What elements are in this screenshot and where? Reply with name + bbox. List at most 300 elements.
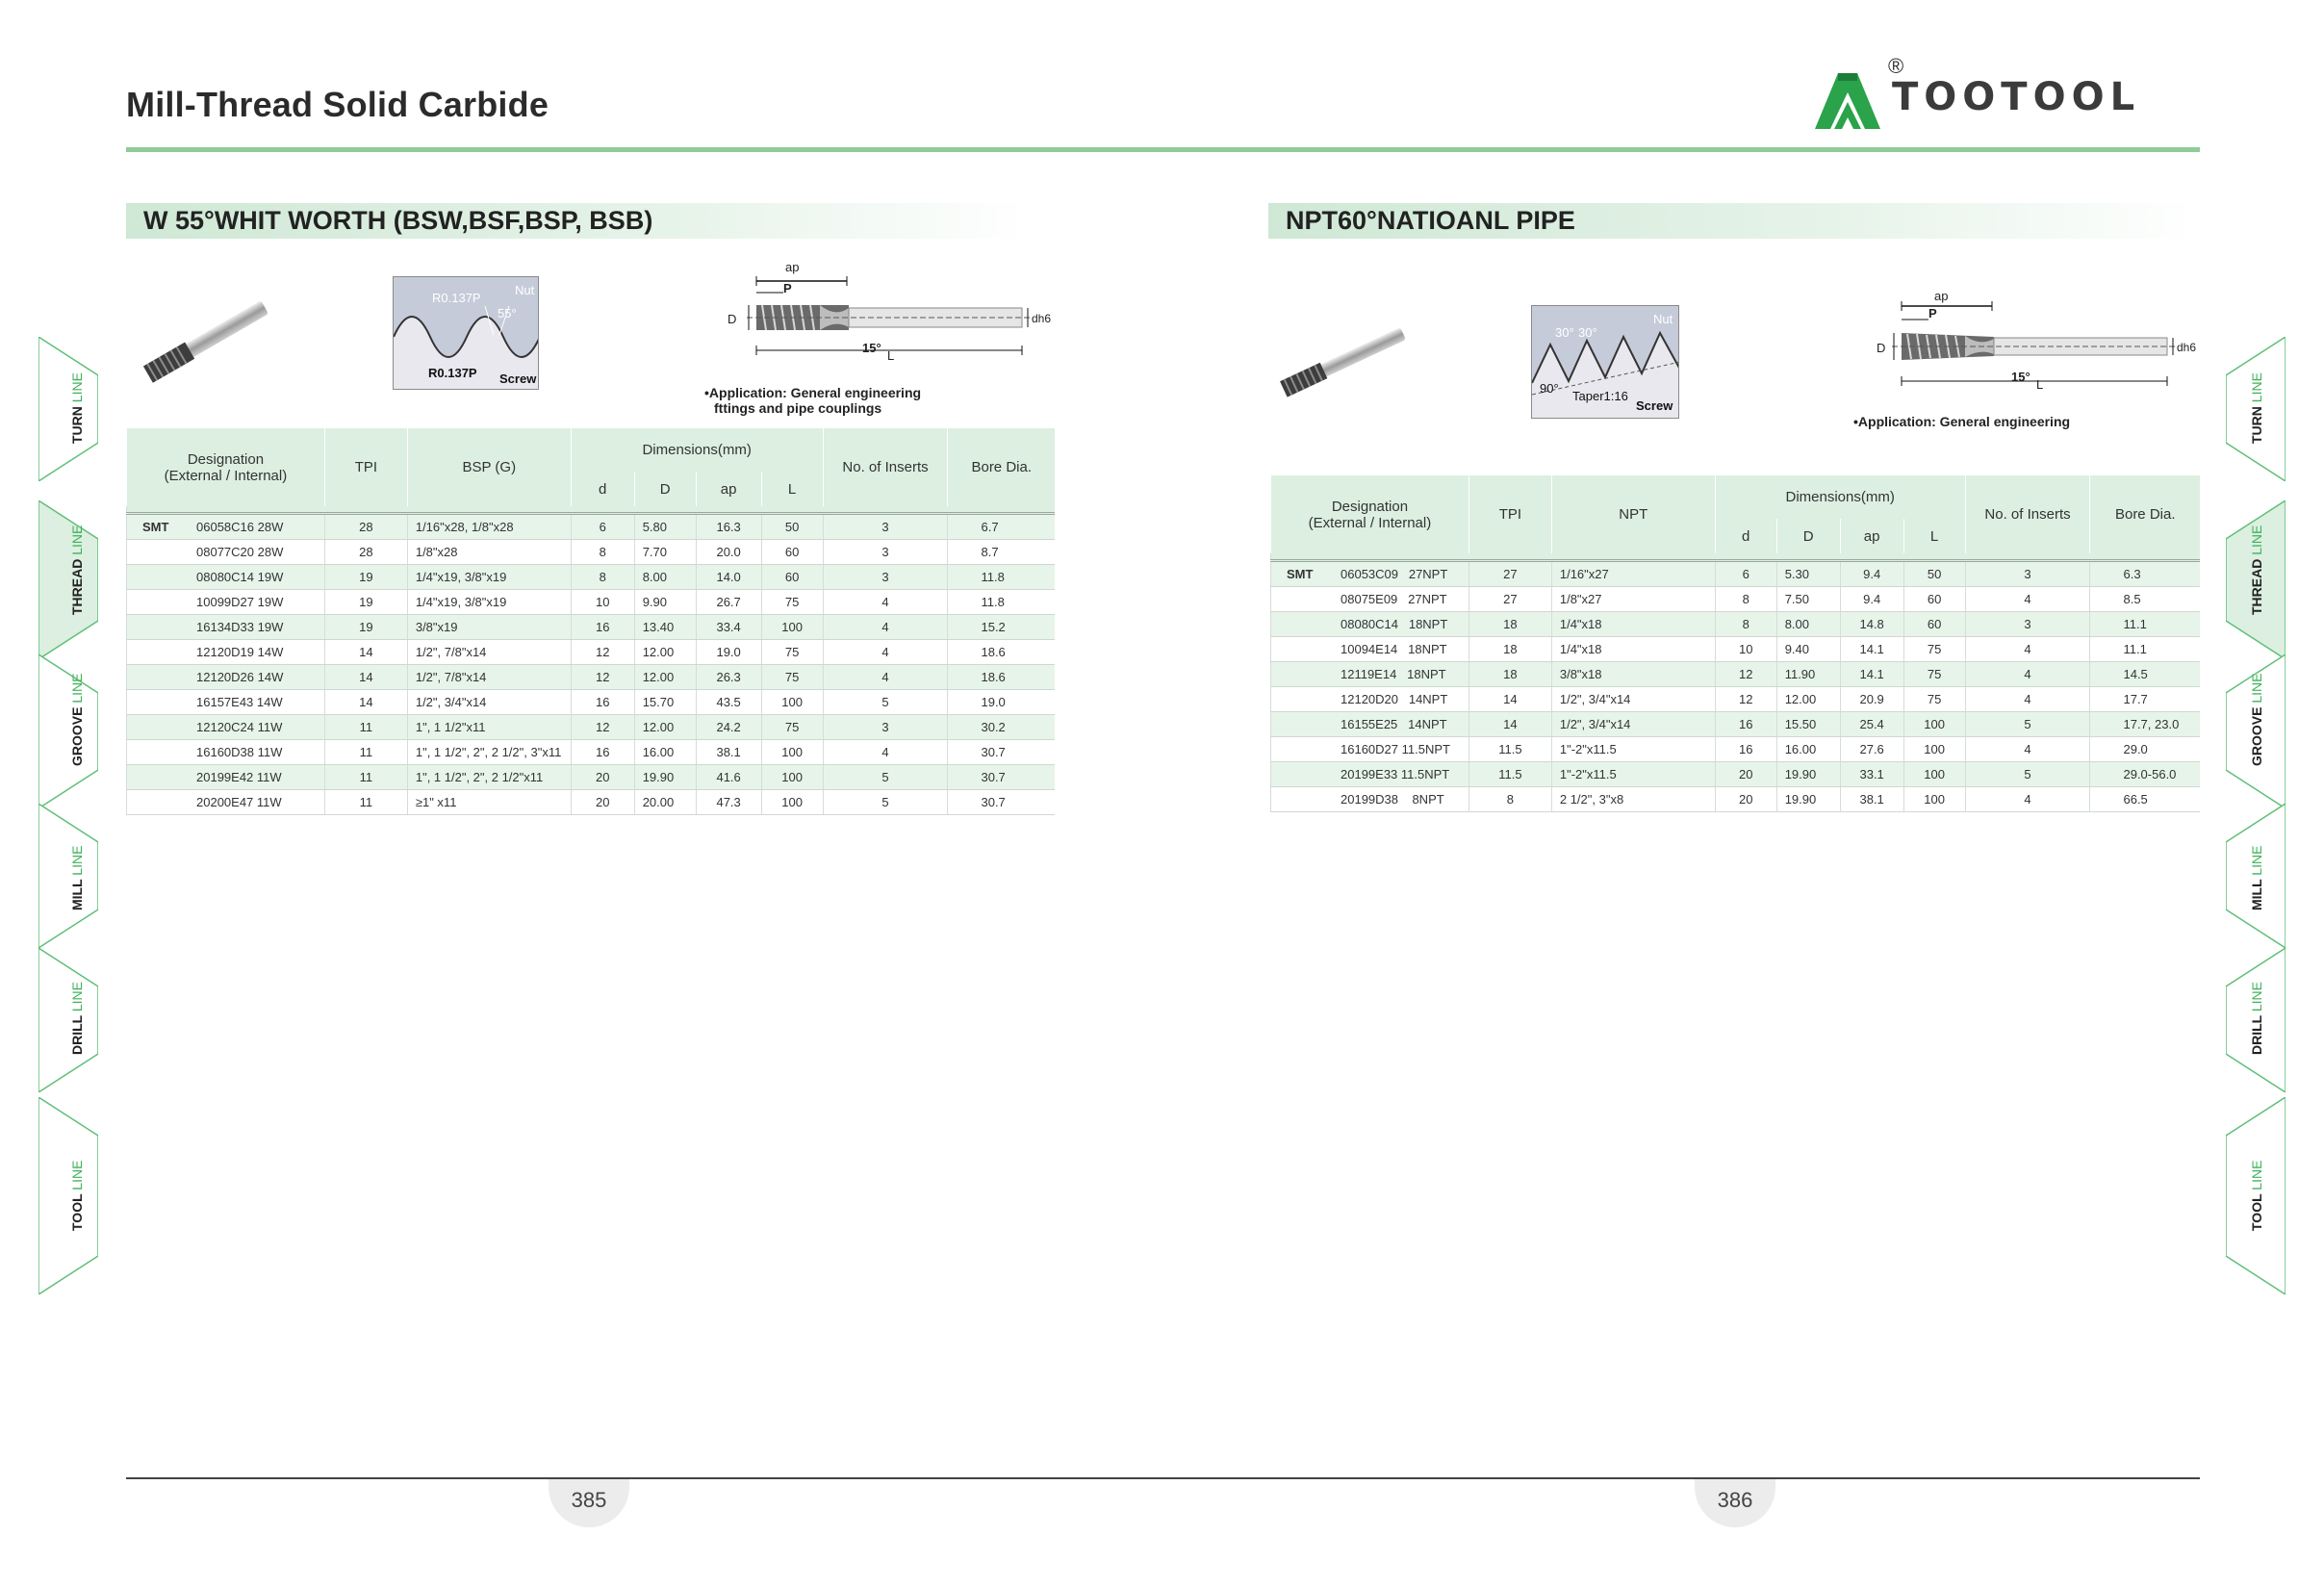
- designation-code: 12119E14 18NPT: [1341, 667, 1446, 681]
- cell-ap: 16.3: [696, 514, 761, 540]
- drawing-ap-label: ap: [1934, 289, 1949, 303]
- cell-ins: 4: [1965, 737, 2090, 762]
- page-number-right: 386: [1695, 1479, 1775, 1527]
- side-tab-label: [69, 674, 85, 766]
- side-tab-label-bold: DRILL: [69, 1015, 85, 1055]
- cell-l: 75: [761, 665, 823, 690]
- cell-bore: 30.2: [948, 715, 1055, 740]
- designation-code: 08080C14 19W: [196, 570, 284, 584]
- cell-designation: [1271, 787, 1469, 812]
- cell-designation: [1271, 637, 1469, 662]
- cell-std: 1/2", 3/4"x14: [1551, 712, 1715, 737]
- drawing-ap-label: ap: [785, 260, 800, 274]
- cell-d: 8: [1715, 587, 1776, 612]
- cell-bore: 8.5: [2090, 587, 2200, 612]
- cell-ap: 38.1: [696, 740, 761, 765]
- cell-d: 13.40: [634, 615, 696, 640]
- side-tab-label: [2249, 1160, 2264, 1230]
- designation-code: 16155E25 14NPT: [1341, 717, 1447, 731]
- cell-d: 16.00: [634, 740, 696, 765]
- col-standard: BSP (G): [407, 428, 571, 506]
- cell-tpi: 18: [1468, 637, 1551, 662]
- cell-ins: 4: [1965, 787, 2090, 812]
- cell-tpi: 11.5: [1468, 762, 1551, 787]
- side-tab-label: [69, 525, 85, 614]
- cell-std: 1/8"x28: [407, 540, 571, 565]
- col-inserts: No. of Inserts: [823, 428, 948, 506]
- cell-std: 1"-2"x11.5: [1551, 737, 1715, 762]
- col-L: L: [1903, 519, 1965, 553]
- cell-ap: 9.4: [1840, 587, 1903, 612]
- cell-l: 75: [761, 640, 823, 665]
- side-tab-groove[interactable]: [2226, 654, 2286, 808]
- side-tab-label: [69, 846, 85, 910]
- page-title: Mill-Thread Solid Carbide: [126, 85, 549, 124]
- cell-l: 100: [761, 740, 823, 765]
- drawing-D-label: D: [728, 312, 737, 326]
- cell-designation: [1271, 712, 1469, 737]
- designation-code: 06058C16 28W: [196, 520, 284, 534]
- designation-code: 16160D27 11.5NPT: [1341, 742, 1450, 756]
- cell-designation: [127, 690, 325, 715]
- cell-l: 60: [761, 540, 823, 565]
- designation-code: 16134D33 19W: [196, 620, 284, 634]
- side-tab-label-bold: TOOL: [69, 1193, 85, 1231]
- cell-designation: [127, 540, 325, 565]
- cell-d: 16: [1715, 737, 1776, 762]
- table-row: [1271, 762, 2201, 787]
- cell-std: 1/16"x28, 1/8"x28: [407, 514, 571, 540]
- cell-tpi: 11.5: [1468, 737, 1551, 762]
- cell-ap: 43.5: [696, 690, 761, 715]
- cell-l: 100: [1903, 737, 1965, 762]
- table-row: [1271, 712, 2201, 737]
- side-tab-label-light: LINE: [69, 673, 85, 704]
- cell-designation: [127, 590, 325, 615]
- designation-code: 16160D38 11W: [196, 745, 283, 759]
- cell-tpi: 19: [324, 565, 407, 590]
- cell-d: 9.40: [1776, 637, 1840, 662]
- cell-tpi: 19: [324, 590, 407, 615]
- cell-l: 60: [761, 565, 823, 590]
- cell-ins: 4: [823, 640, 948, 665]
- col-ap: ap: [696, 472, 761, 506]
- side-tab-label-light: LINE: [2249, 372, 2264, 403]
- side-tab-turn[interactable]: [2226, 337, 2286, 481]
- cell-d: 9.90: [634, 590, 696, 615]
- drawing-dh6-label: dh6: [2177, 341, 2197, 354]
- col-D: D: [634, 472, 696, 506]
- side-tab-groove[interactable]: [38, 654, 98, 808]
- side-tab-label: [2249, 846, 2264, 910]
- designation-code: 20199D38 8NPT: [1341, 792, 1444, 807]
- side-tab-label: [69, 372, 85, 444]
- designation-code: 12120D26 14W: [196, 670, 284, 684]
- cell-std: 1/4"x18: [1551, 637, 1715, 662]
- side-tab-label-light: LINE: [69, 372, 85, 403]
- cell-ap: 27.6: [1840, 737, 1903, 762]
- table-row: [127, 665, 1056, 690]
- page-number-left: 385: [549, 1479, 629, 1527]
- table-row: [127, 514, 1056, 540]
- cell-bore: 11.1: [2090, 612, 2200, 637]
- cell-ins: 5: [1965, 712, 2090, 737]
- cell-bore: 30.7: [948, 790, 1055, 815]
- cell-l: 100: [1903, 712, 1965, 737]
- cell-designation: [127, 514, 325, 540]
- cell-ap: 25.4: [1840, 712, 1903, 737]
- cell-ap: 38.1: [1840, 787, 1903, 812]
- side-tab-label-bold: TURN: [69, 406, 85, 444]
- side-tab-tool[interactable]: [2226, 1097, 2286, 1294]
- side-tab-label-bold: DRILL: [2249, 1015, 2264, 1055]
- cell-d: 19.90: [1776, 787, 1840, 812]
- cell-designation: [1271, 762, 1469, 787]
- side-tab-mill[interactable]: [38, 804, 98, 948]
- cell-l: 75: [1903, 662, 1965, 687]
- cell-bore: 11.1: [2090, 637, 2200, 662]
- col-designation: [1271, 475, 1469, 553]
- cell-ins: 4: [823, 590, 948, 615]
- cell-d: 8: [1715, 612, 1776, 637]
- profile-angle-a-label: 30°: [1555, 325, 1574, 340]
- table-row: [127, 790, 1056, 815]
- table-row: [1271, 587, 2201, 612]
- designation-prefix: SMT: [1287, 567, 1314, 581]
- cell-std: 1"-2"x11.5: [1551, 762, 1715, 787]
- logo-wordmark: TOOTOOL: [1892, 75, 2141, 119]
- cell-ins: 4: [823, 665, 948, 690]
- cell-ap: 47.3: [696, 790, 761, 815]
- cell-tpi: 11: [324, 715, 407, 740]
- footer-divider: [126, 1477, 2200, 1479]
- profile-screw-label: Screw: [499, 371, 537, 386]
- cell-std: 1/2", 7/8"x14: [407, 665, 571, 690]
- cell-d: 16: [1715, 712, 1776, 737]
- cell-std: 1/8"x27: [1551, 587, 1715, 612]
- cell-l: 100: [761, 690, 823, 715]
- table-row: [127, 765, 1056, 790]
- cell-l: 50: [761, 514, 823, 540]
- header-divider: [126, 147, 2200, 152]
- npt-spec-table: [1270, 475, 2200, 812]
- cell-bore: 8.7: [948, 540, 1055, 565]
- cell-designation: [127, 640, 325, 665]
- cell-tpi: 18: [1468, 662, 1551, 687]
- side-tab-label-light: LINE: [69, 525, 85, 555]
- profile-nut-label: Nut: [515, 283, 535, 297]
- cell-bore: 18.6: [948, 665, 1055, 690]
- table-row: [127, 740, 1056, 765]
- side-tab-label-light: LINE: [2249, 1160, 2264, 1191]
- cell-tpi: 11: [324, 790, 407, 815]
- tool-dimension-drawing: [728, 260, 1055, 366]
- cell-d: 12.00: [634, 665, 696, 690]
- cell-ins: 4: [823, 615, 948, 640]
- cell-d: 19.90: [1776, 762, 1840, 787]
- cell-tpi: 28: [324, 514, 407, 540]
- thread-profile-diagram: [1531, 305, 1679, 419]
- side-tab-label: [2249, 372, 2264, 444]
- table-row: [1271, 637, 2201, 662]
- cell-designation: [1271, 662, 1469, 687]
- cell-ins: 5: [823, 690, 948, 715]
- application-line: fttings and pipe couplings: [714, 400, 882, 416]
- col-designation-label: Designation: [1331, 498, 1409, 515]
- cell-designation: [127, 565, 325, 590]
- cell-designation: [127, 790, 325, 815]
- cell-ins: 4: [1965, 587, 2090, 612]
- side-tab-label-bold: GROOVE: [2249, 706, 2264, 766]
- profile-angle-label: 55°: [498, 306, 517, 320]
- drawing-L-label: L: [887, 348, 895, 363]
- col-d: d: [571, 472, 634, 506]
- side-tab-drill[interactable]: [2226, 948, 2286, 1092]
- cell-std: 1/16"x27: [1551, 561, 1715, 587]
- cell-d: 20: [571, 765, 634, 790]
- col-designation-sub: (External / Internal): [164, 467, 288, 484]
- cell-d: 19.90: [634, 765, 696, 790]
- cell-tpi: 14: [324, 640, 407, 665]
- cell-ins: 3: [1965, 612, 2090, 637]
- cell-designation: [1271, 561, 1469, 587]
- cell-d: 12: [571, 640, 634, 665]
- cell-ins: 5: [823, 790, 948, 815]
- cell-l: 100: [761, 790, 823, 815]
- col-tpi: TPI: [324, 428, 407, 506]
- drawing-angle-label: 15°: [2011, 370, 2030, 384]
- cell-tpi: 14: [1468, 687, 1551, 712]
- cell-bore: 29.0-56.0: [2090, 762, 2200, 787]
- side-tab-thread[interactable]: [2226, 500, 2286, 659]
- cell-l: 60: [1903, 587, 1965, 612]
- drawing-p-label: P: [1928, 306, 1937, 320]
- cell-d: 10: [1715, 637, 1776, 662]
- cell-bore: 14.5: [2090, 662, 2200, 687]
- cell-ap: 33.1: [1840, 762, 1903, 787]
- profile-nut-label: Nut: [1653, 312, 1673, 326]
- side-tab-turn[interactable]: [38, 337, 98, 481]
- side-tab-label-bold: THREAD: [2249, 558, 2264, 615]
- table-row: [1271, 787, 2201, 812]
- profile-radius-bottom-label: R0.137P: [428, 366, 477, 380]
- cell-std: 1/2", 7/8"x14: [407, 640, 571, 665]
- cell-bore: 30.7: [948, 740, 1055, 765]
- col-D: D: [1776, 519, 1840, 553]
- cell-d: 15.50: [1776, 712, 1840, 737]
- cell-d: 12: [571, 715, 634, 740]
- side-tab-label-light: LINE: [2249, 525, 2264, 555]
- cell-d: 7.70: [634, 540, 696, 565]
- side-tab-label: [2249, 982, 2264, 1055]
- cell-ap: 14.1: [1840, 637, 1903, 662]
- cell-std: 3/8"x18: [1551, 662, 1715, 687]
- col-L: L: [761, 472, 823, 506]
- profile-radius-top-label: R0.137P: [432, 291, 481, 305]
- cell-ap: 9.4: [1840, 561, 1903, 587]
- cell-d: 8.00: [634, 565, 696, 590]
- cell-ins: 4: [1965, 637, 2090, 662]
- table-row: [127, 690, 1056, 715]
- cell-tpi: 27: [1468, 561, 1551, 587]
- brand-logo: [1809, 54, 2204, 137]
- cell-l: 100: [761, 765, 823, 790]
- cell-ins: 3: [1965, 561, 2090, 587]
- cell-designation: [127, 665, 325, 690]
- whitworth-spec-table: [126, 428, 1055, 815]
- designation-prefix: SMT: [142, 520, 169, 534]
- cell-bore: 15.2: [948, 615, 1055, 640]
- cell-d: 5.30: [1776, 561, 1840, 587]
- side-tab-label: [69, 1160, 85, 1230]
- cell-designation: [1271, 737, 1469, 762]
- cell-ap: 14.1: [1840, 662, 1903, 687]
- cell-std: 1/4"x18: [1551, 612, 1715, 637]
- designation-code: 08080C14 18NPT: [1341, 617, 1448, 631]
- side-tab-label-bold: MILL: [69, 879, 85, 910]
- col-ap: ap: [1840, 519, 1903, 553]
- cell-tpi: 14: [1468, 712, 1551, 737]
- cell-l: 75: [1903, 687, 1965, 712]
- cell-ins: 3: [823, 514, 948, 540]
- cell-ap: 20.0: [696, 540, 761, 565]
- cell-bore: 66.5: [2090, 787, 2200, 812]
- application-note: [704, 385, 921, 416]
- table-row: [127, 715, 1056, 740]
- profile-90-label: 90°: [1540, 381, 1559, 396]
- col-standard: NPT: [1551, 475, 1715, 553]
- cell-std: 1/2", 3/4"x14: [407, 690, 571, 715]
- cell-d: 12: [571, 665, 634, 690]
- cell-bore: 19.0: [948, 690, 1055, 715]
- table-row: [127, 615, 1056, 640]
- cell-ins: 5: [823, 765, 948, 790]
- cell-tpi: 8: [1468, 787, 1551, 812]
- cell-std: 3/8"x19: [407, 615, 571, 640]
- cell-ins: 4: [1965, 687, 2090, 712]
- cell-d: 6: [1715, 561, 1776, 587]
- cell-tpi: 14: [324, 665, 407, 690]
- profile-taper-label: Taper1:16: [1572, 389, 1628, 403]
- cell-d: 20.00: [634, 790, 696, 815]
- side-tab-label-light: LINE: [69, 845, 85, 876]
- logo-mark-icon: [1809, 60, 1886, 137]
- cell-bore: 29.0: [2090, 737, 2200, 762]
- cell-tpi: 14: [324, 690, 407, 715]
- cell-ins: 3: [823, 540, 948, 565]
- cell-l: 50: [1903, 561, 1965, 587]
- cell-d: 6: [571, 514, 634, 540]
- side-tab-label-light: LINE: [69, 1160, 85, 1191]
- designation-code: 12120D19 14W: [196, 645, 284, 659]
- drawing-angle-label: 15°: [862, 341, 881, 355]
- cell-ap: 33.4: [696, 615, 761, 640]
- cell-tpi: 28: [324, 540, 407, 565]
- cell-std: 2 1/2", 3"x8: [1551, 787, 1715, 812]
- drawing-p-label: P: [783, 281, 792, 295]
- cell-bore: 11.8: [948, 590, 1055, 615]
- cell-designation: [127, 740, 325, 765]
- col-dimensions: Dimensions(mm): [571, 428, 823, 472]
- side-tab-label-bold: TURN: [2249, 406, 2264, 444]
- cell-designation: [1271, 612, 1469, 637]
- cell-bore: 17.7: [2090, 687, 2200, 712]
- side-tab-mill[interactable]: [2226, 804, 2286, 948]
- cell-std: 1", 1 1/2"x11: [407, 715, 571, 740]
- cell-std: 1/4"x19, 3/8"x19: [407, 565, 571, 590]
- col-designation-label: Designation: [187, 450, 265, 468]
- drawing-dh6-label: dh6: [1032, 312, 1052, 325]
- cell-bore: 18.6: [948, 640, 1055, 665]
- table-row: [127, 590, 1056, 615]
- cell-d: 7.50: [1776, 587, 1840, 612]
- designation-code: 16157E43 14W: [196, 695, 283, 709]
- cell-d: 11.90: [1776, 662, 1840, 687]
- cell-d: 10: [571, 590, 634, 615]
- col-bore: Bore Dia.: [2090, 475, 2200, 553]
- side-tab-label: [69, 982, 85, 1055]
- side-tab-label-bold: MILL: [2249, 879, 2264, 910]
- cell-std: 1", 1 1/2", 2", 2 1/2", 3"x11: [407, 740, 571, 765]
- cell-ap: 26.3: [696, 665, 761, 690]
- cell-l: 100: [1903, 762, 1965, 787]
- col-designation: [127, 428, 325, 506]
- side-tab-label-bold: GROOVE: [69, 706, 85, 766]
- cell-ins: 3: [823, 565, 948, 590]
- cell-tpi: 27: [1468, 587, 1551, 612]
- cell-bore: 6.3: [2090, 561, 2200, 587]
- side-tab-thread[interactable]: [38, 500, 98, 659]
- side-tab-label-bold: THREAD: [69, 558, 85, 615]
- col-inserts: No. of Inserts: [1965, 475, 2090, 553]
- cell-d: 20: [1715, 762, 1776, 787]
- side-tab-label-light: LINE: [2249, 982, 2264, 1012]
- side-tab-label: [2249, 525, 2264, 614]
- cell-ap: 26.7: [696, 590, 761, 615]
- section-title-whitworth: W 55°WHIT WORTH (BSW,BSF,BSP, BSB): [126, 203, 1031, 239]
- thread-profile-diagram: [393, 276, 539, 390]
- table-row: [127, 565, 1056, 590]
- cell-l: 100: [761, 615, 823, 640]
- cell-ap: 14.8: [1840, 612, 1903, 637]
- mill-thread-tool-photo: [1270, 310, 1415, 416]
- cell-d: 8.00: [1776, 612, 1840, 637]
- table-row: [127, 540, 1056, 565]
- cell-ap: 14.0: [696, 565, 761, 590]
- cell-designation: [1271, 587, 1469, 612]
- cell-d: 16.00: [1776, 737, 1840, 762]
- designation-code: 10094E14 18NPT: [1341, 642, 1447, 656]
- cell-d: 20: [571, 790, 634, 815]
- cell-l: 60: [1903, 612, 1965, 637]
- designation-code: 12120C24 11W: [196, 720, 283, 734]
- cell-d: 16: [571, 615, 634, 640]
- cell-d: 16: [571, 740, 634, 765]
- cell-d: 20: [1715, 787, 1776, 812]
- application-line: •Application: General engineering: [1853, 414, 2071, 429]
- designation-code: 06053C09 27NPT: [1341, 567, 1448, 581]
- cell-bore: 17.7, 23.0: [2090, 712, 2200, 737]
- application-line: •Application: General engineering: [704, 385, 922, 400]
- cell-d: 12: [1715, 687, 1776, 712]
- designation-code: 12120D20 14NPT: [1341, 692, 1448, 706]
- table-row: [1271, 662, 2201, 687]
- cell-ap: 24.2: [696, 715, 761, 740]
- side-tab-tool[interactable]: [38, 1097, 98, 1294]
- side-tab-drill[interactable]: [38, 948, 98, 1092]
- side-tab-label-bold: TOOL: [2249, 1193, 2264, 1231]
- table-row: [1271, 612, 2201, 637]
